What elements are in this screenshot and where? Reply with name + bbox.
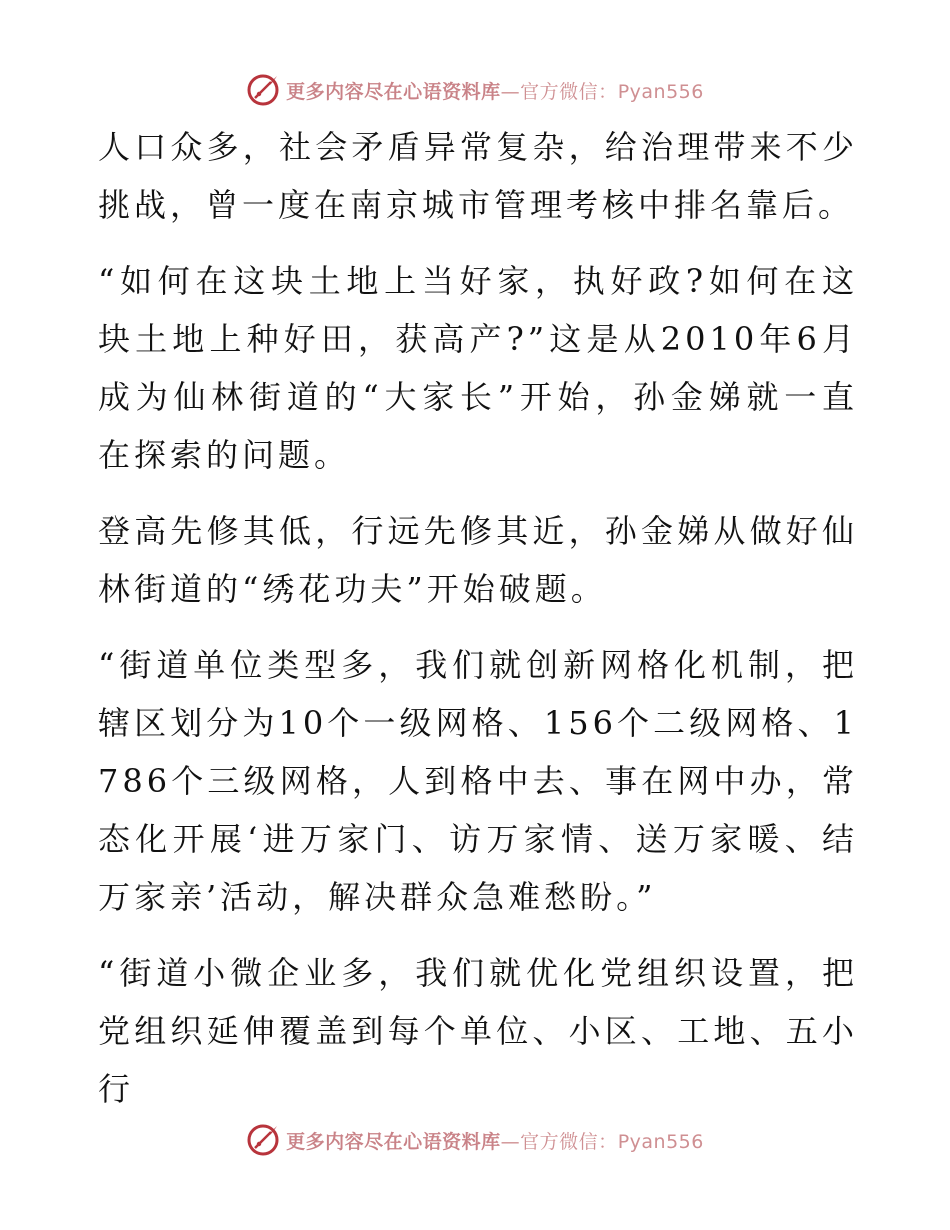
paragraph-2: “如何在这块土地上当好家，执好政?如何在这块土地上种好田，获高产?”这是从2010年6月成为仙林街道的“大家长”开始，孙金娣就一直在探索的问题。 (98, 262, 858, 474)
paragraph-1: 人口众多，社会矛盾异常复杂，给治理带来不少挑战，曾一度在南京城市管理考核中排名靠后。 (98, 128, 858, 224)
watermark-dash: — (500, 1130, 521, 1153)
header-watermark (0, 72, 950, 108)
watermark-site: 更多内容尽在心语资料库 (286, 80, 501, 103)
paragraph-3: 登高先修其低，行远先修其近，孙金娣从做好仙林街道的“绣花功夫”开始破题。 (98, 512, 858, 608)
watermark-dash: — (500, 80, 521, 103)
watermark-wechat-label: 官方微信： (520, 1130, 618, 1153)
paragraph-4: “街道单位类型多，我们就创新网格化机制，把辖区划分为10个一级网格、156个二级网格、1786个三级网格，人到格中去、事在网中办，常态化开展‘进万家门、访万家情、送万家暖、结万家亲’活动，解决群众急难愁盼。” (98, 646, 858, 916)
watermark-text (286, 1127, 704, 1154)
quill-logo-icon (246, 1123, 280, 1157)
footer-watermark (0, 1122, 950, 1158)
document-body (98, 118, 858, 1136)
quill-logo-icon (246, 73, 280, 107)
paragraph-5: “街道小微企业多，我们就优化党组织设置，把党组织延伸覆盖到每个单位、小区、工地、五小行 (98, 954, 858, 1108)
watermark-wechat-id: Pyan556 (617, 1130, 704, 1153)
watermark-text (286, 77, 704, 104)
watermark-site: 更多内容尽在心语资料库 (286, 1130, 501, 1153)
watermark-wechat-label: 官方微信： (520, 80, 618, 103)
watermark-wechat-id: Pyan556 (617, 80, 704, 103)
